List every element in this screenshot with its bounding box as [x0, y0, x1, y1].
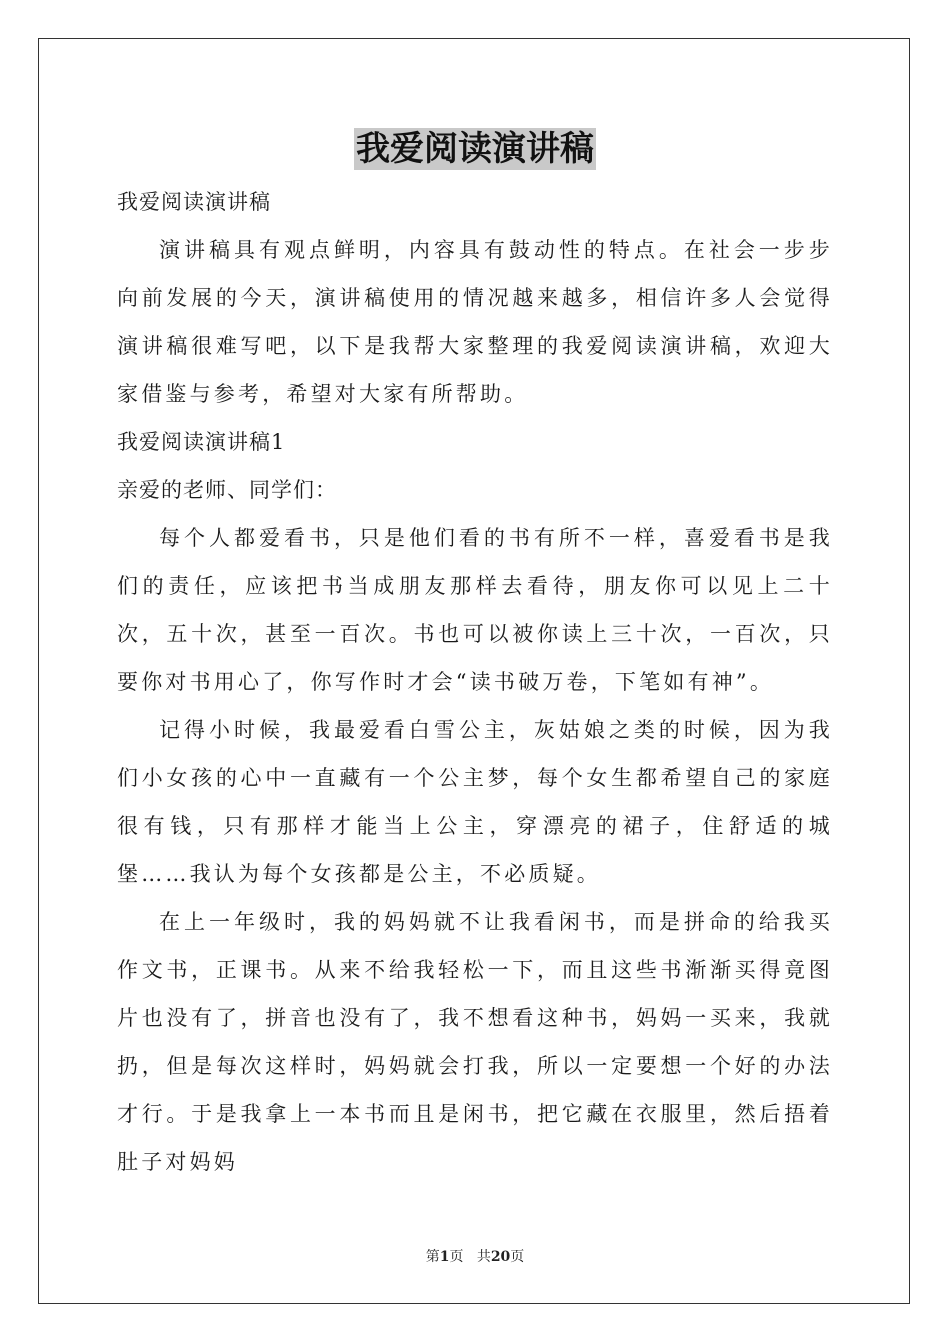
footer-prefix: 第 [425, 1249, 440, 1265]
current-page-number: 1 [439, 1249, 450, 1265]
body-paragraph: 在上一年级时，我的妈妈就不让我看闲书，而是拼命的给我买作文书，正课书。从来不给我轻松一下，而且这些书渐渐买得竟图片也没有了，拼音也没有了，我不想看这种书，妈妈一买来，我就扔，但是每次这样时，妈妈就会打我，所以一定要想一个好的办法才行。于是我拿上一本书而且是闲书，把它藏在衣服里，然后捂着肚子对妈妈 [117, 910, 833, 1174]
body-paragraph: 记得小时候，我最爱看白雪公主，灰姑娘之类的时候，因为我们小女孩的心中一直藏有一个公主梦，每个女生都希望自己的家庭很有钱，只有那样才能当上公主，穿漂亮的裙子，住舒适的城堡……我认为每个女孩都是公主，不必质疑。 [117, 718, 833, 886]
footer-total-unit: 页 [510, 1249, 525, 1265]
document-title: 我爱阅读演讲稿 [356, 129, 594, 169]
subtitle-paragraph: 我爱阅读演讲稿 [117, 190, 271, 214]
footer-page-unit: 页 [449, 1249, 464, 1265]
document-body [117, 178, 833, 1186]
body-paragraph: 演讲稿具有观点鲜明，内容具有鼓动性的特点。在社会一步步向前发展的今天，演讲稿使用的情况越来越多，相信许多人会觉得演讲稿很难写吧，以下是我帮大家整理的我爱阅读演讲稿，欢迎大家借鉴与参考，希望对大家有所帮助。 [117, 238, 833, 406]
total-pages-number: 20 [490, 1249, 511, 1265]
footer-total-prefix: 共 [476, 1249, 491, 1265]
body-paragraph: 每个人都爱看书，只是他们看的书有所不一样，喜爱看书是我们的责任，应该把书当成朋友那样去看待，朋友你可以见上二十次，五十次，甚至一百次。书也可以被你读上三十次，一百次，只要你对书用心了，你写作时才会“读书破万卷，下笔如有神”。 [117, 526, 833, 694]
title-container [0, 128, 950, 170]
salutation-paragraph: 亲爱的老师、同学们： [117, 478, 337, 502]
section-heading: 我爱阅读演讲稿1 [117, 430, 286, 454]
page-footer [0, 1247, 950, 1267]
